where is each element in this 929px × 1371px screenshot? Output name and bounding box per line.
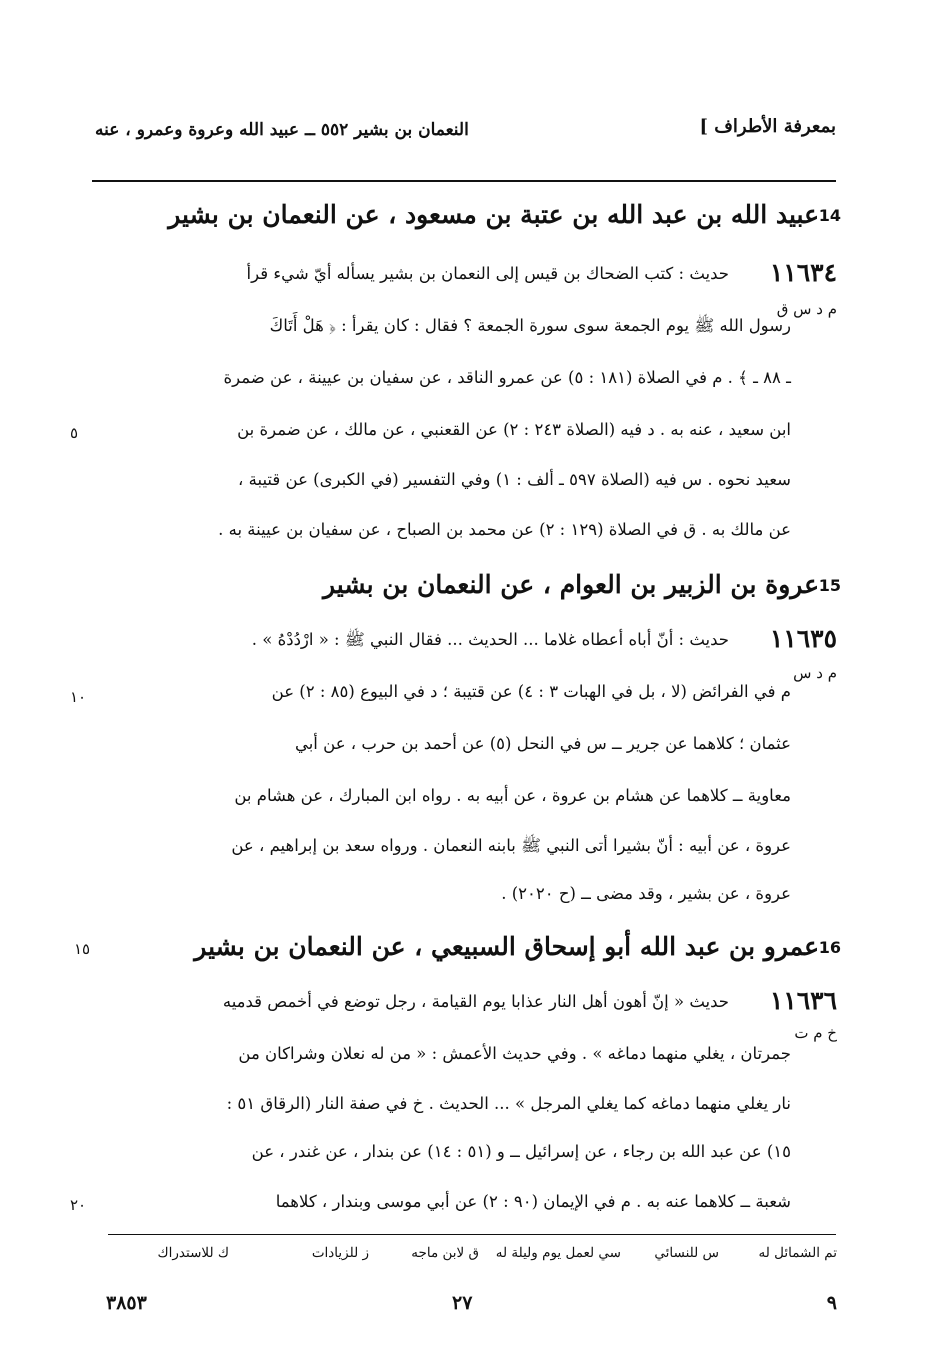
text-line: حديث « إنّ أهون أهل النار عذابا يوم القيامة ، رجل توضع في أخمص قدميه — [222, 992, 729, 1011]
legend-item: س للنسائي — [654, 1245, 719, 1261]
sigla: م د س ق — [776, 300, 837, 318]
text-line: جمرتان ، يغلي منهما دماغه » . وفي حديث الأعمش : « من له نعلان وشراكان من — [238, 1044, 791, 1063]
text-line: حديث : كتب الضحاك بن قيس إلى النعمان بن بشير يسأله أيّ شيء قرأ — [246, 264, 729, 283]
entry-title: عمرو بن عبد الله أبو إسحاق السبيعي ، عن النعمان بن بشير — [194, 932, 819, 961]
text-line: ابن سعيد ، عنه به . د فيه (الصلاة ٢٤٣ : ٢) عن القعنبي ، عن مالك ، عن ضمرة بن — [237, 420, 791, 439]
entry-title: عروة بن الزبير بن العوام ، عن النعمان بن بشير — [322, 570, 819, 599]
running-header-section: بمعرفة الأطراف ] — [699, 116, 836, 137]
margin-line-number: ١٠ — [70, 688, 87, 706]
text-line: نار يغلي منهما دماغه كما يغلي المرجل » ... الحديث . خ في صفة النار (الرقاق ٥١ : — [226, 1094, 791, 1113]
text-line: سعيد نحوه . س فيه (الصلاة ٥٩٧ ـ ألف : ١) وفي التفسير (في الكبرى) عن قتيبة ، — [238, 470, 791, 489]
text-line: م في الفرائض (لا ، بل في الهبات ٣ : ٤) عن قتيبة ؛ د في البيوع (٨٥ : ٢) عن — [271, 682, 791, 701]
running-header-title: النعمان بن بشير ٥٥٢ ــ عبيد الله وعروة وعمرو ، عنه — [95, 120, 469, 140]
text-line: شعبة ــ كلاهما عنه به . م في الإيمان (٩٠ : ٢) عن أبي موسى وبندار ، كلاهما — [275, 1192, 791, 1211]
margin-line-number: ١٥ — [74, 940, 91, 958]
hadith-number: ١١٦٣٤ — [769, 258, 837, 287]
volume-total-number: ٣٨٥٣ — [106, 1292, 147, 1314]
legend-item: ك للاستدراك — [157, 1245, 229, 1261]
text-line: عروة ، عن بشير ، وقد مضى ــ (ح ٢٠٢٠) . — [501, 884, 791, 903]
sigla: م د س — [793, 664, 837, 682]
text-line: حديث : أنّ أباه أعطاه غلاما ... الحديث ... فقال النبي ﷺ : « ارْدُدْهُ » . — [251, 630, 729, 649]
sigla: خ م ت — [794, 1024, 837, 1042]
text-line: ـ ٨٨ ـ ﴾ . م في الصلاة (١٨١ : ٥) عن عمرو الناقد ، عن سفيان بن عيينة ، عن ضمرة — [223, 368, 791, 387]
legend-item: ز للزيادات — [311, 1245, 369, 1261]
text-line: عثمان ؛ كلاهما عن جرير ــ س في النحل (٥) عن أحمد بن حرب ، عن أبي — [294, 734, 791, 753]
hadith-number: ١١٦٣٦ — [769, 986, 837, 1015]
text-line: عن مالك به . ق في الصلاة (١٢٩ : ٢) عن محمد بن الصباح ، عن سفيان بن عيينة به . — [218, 520, 791, 539]
margin-line-number: ٢٠ — [70, 1196, 87, 1214]
text-line: معاوية ــ كلاهما عن هشام بن عروة ، عن أبيه به . رواه ابن المبارك ، عن هشام بن — [234, 786, 791, 805]
legend-item: ق لابن ماجه — [411, 1245, 479, 1261]
entry-number: 15 — [818, 576, 841, 595]
page-number: ٢٧ — [452, 1292, 473, 1314]
entry-title: عبيد الله بن عبد الله بن عتبة بن مسعود ، عن النعمان بن بشير — [168, 200, 819, 229]
legend-item: تم الشمائل له — [758, 1245, 837, 1261]
footer-rule — [108, 1234, 836, 1235]
legend-item: سي لعمل يوم وليلة له — [495, 1245, 621, 1261]
volume-number: ٩ — [826, 1292, 837, 1314]
text-line: ١٥) عن عبد الله بن رجاء ، عن إسرائيل ــ و (٥١ : ١٤) عن بندار ، عن غندر ، عن — [251, 1142, 791, 1161]
entry-number: 14 — [818, 206, 841, 225]
hadith-number: ١١٦٣٥ — [769, 624, 837, 653]
header-rule — [92, 180, 836, 182]
margin-line-number: ٥ — [70, 424, 79, 442]
text-line: رسول الله ﷺ يوم الجمعة سوى سورة الجمعة ؟ فقال : كان يقرأ : ﴿ هَلْ أَتَاكَ — [269, 316, 791, 335]
text-line: عروة ، عن أبيه : أنّ بشيرا أتى النبي ﷺ بابنه النعمان . ورواه سعد بن إبراهيم ، عن — [231, 836, 791, 855]
entry-number: 16 — [818, 938, 841, 957]
